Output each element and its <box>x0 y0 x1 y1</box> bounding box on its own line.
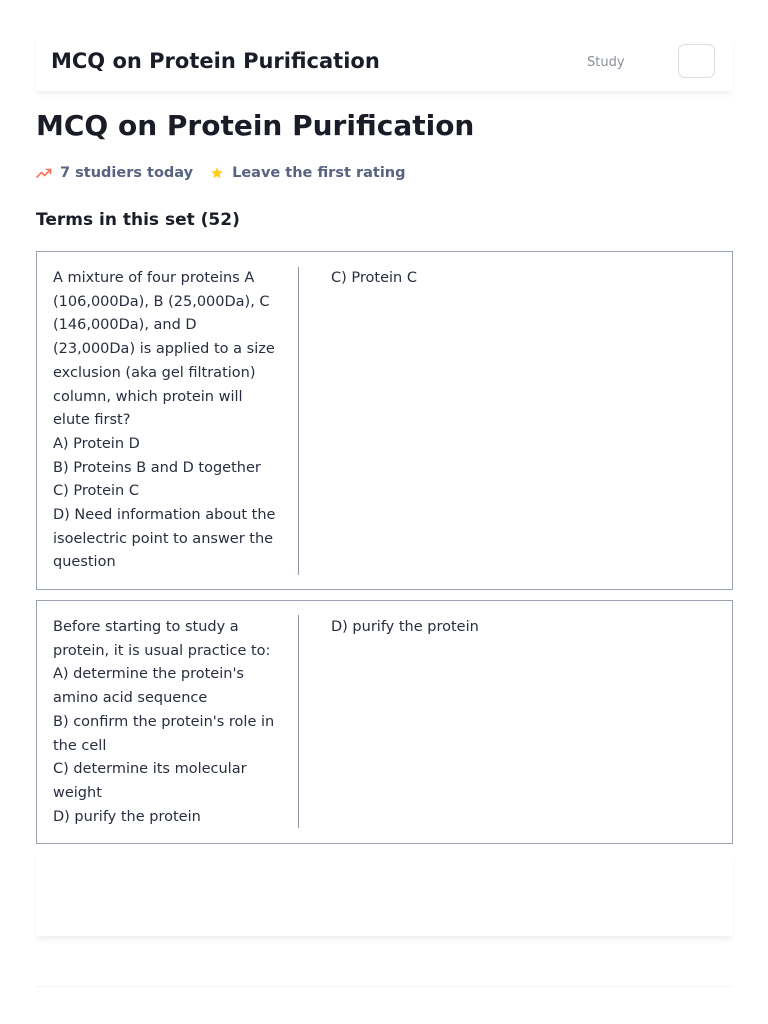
set-meta <box>36 164 406 182</box>
card-divider <box>298 267 299 575</box>
term-text: Before starting to study a protein, it is usual practice to: A) determine the protein's amino acid sequence B) confirm the protein's role in the cell C) determine its molecular weight D) purify the protein <box>53 619 275 825</box>
terms-heading: Terms in this set (52) <box>36 210 240 230</box>
definition-text: C) Protein C <box>331 270 417 286</box>
bottom-panel <box>36 851 733 936</box>
trending-up-icon <box>36 167 52 179</box>
top-header <box>36 34 733 91</box>
star-icon <box>210 166 224 180</box>
definition-text: D) purify the protein <box>331 619 479 635</box>
page-title: MCQ on Protein Purification <box>36 109 475 142</box>
term-card[interactable] <box>36 251 733 590</box>
leave-rating-link[interactable]: Leave the first rating <box>232 165 406 181</box>
card-divider <box>298 615 299 828</box>
studiers-count: 7 studiers today <box>60 165 194 181</box>
term-card[interactable] <box>36 600 733 844</box>
study-button[interactable]: Study <box>587 55 625 70</box>
term-text: A mixture of four proteins A (106,000Da), B (25,000Da), C (146,000Da), and D (23,000Da) is applied to a size exclusion (aka gel filtration) column, which protein will elute first? A) Protein D B) Proteins B and D together C) Protein C D) Need information about the isoelectric point to answer the question <box>53 270 276 571</box>
header-action-button[interactable] <box>678 44 715 78</box>
header-title: MCQ on Protein Purification <box>51 49 380 73</box>
bottom-divider <box>36 986 733 987</box>
